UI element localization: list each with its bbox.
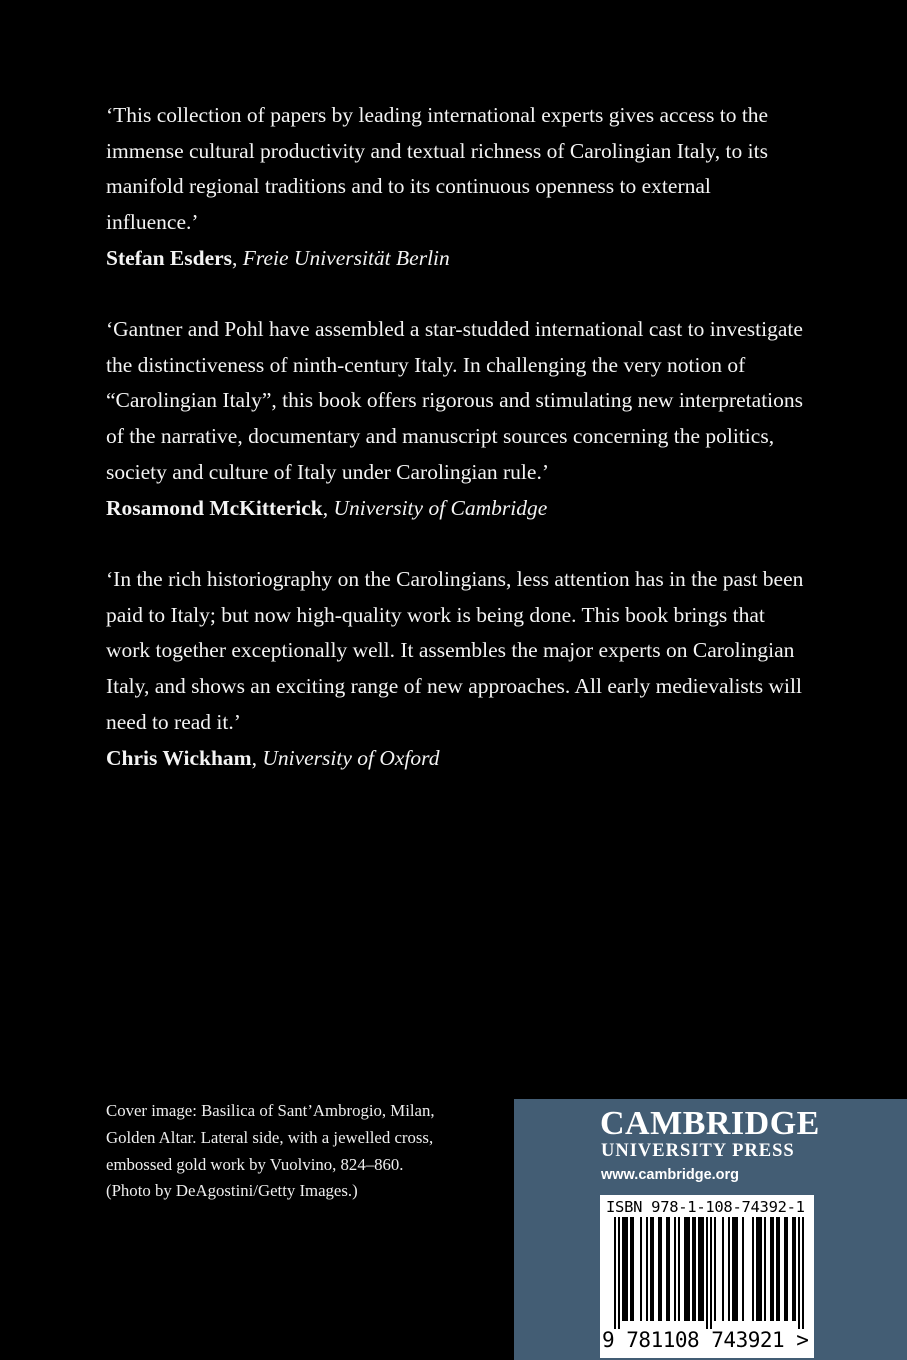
barcode-bar bbox=[758, 1217, 760, 1321]
barcode-bar bbox=[652, 1217, 654, 1321]
barcode-bar bbox=[640, 1217, 642, 1321]
barcode-bar bbox=[756, 1217, 758, 1321]
barcode-bar bbox=[798, 1217, 800, 1329]
publisher-subtitle: UNIVERSITY PRESS bbox=[601, 1141, 795, 1161]
barcode-bar bbox=[630, 1217, 632, 1321]
barcode-bar bbox=[802, 1217, 804, 1329]
barcode-bar bbox=[752, 1217, 754, 1321]
barcode-bar bbox=[778, 1217, 780, 1321]
barcode-bar bbox=[706, 1217, 708, 1329]
barcode-bar bbox=[688, 1217, 690, 1321]
barcode-bar bbox=[772, 1217, 774, 1321]
attribution-separator: , bbox=[232, 245, 243, 270]
barcode-bar bbox=[786, 1217, 788, 1321]
barcode-bar bbox=[732, 1217, 734, 1321]
barcode-bar bbox=[700, 1217, 702, 1321]
barcode-bar bbox=[622, 1217, 624, 1321]
attribution-separator: , bbox=[251, 745, 263, 770]
cover-image-credit bbox=[106, 1098, 486, 1205]
credit-line: (Photo by DeAgostini/Getty Images.) bbox=[106, 1181, 358, 1201]
reviewer-affiliation: University of Oxford bbox=[262, 745, 440, 770]
attribution-separator: , bbox=[322, 495, 334, 520]
barcode-bar bbox=[764, 1217, 766, 1321]
barcode-bar bbox=[650, 1217, 652, 1321]
barcode-bar bbox=[660, 1217, 662, 1321]
barcode-bar bbox=[626, 1217, 628, 1321]
isbn-label: ISBN 978-1-108-74392-1 bbox=[606, 1198, 805, 1216]
barcode-bar bbox=[728, 1217, 730, 1321]
quote-text: ‘Gantner and Pohl have assembled a star-studded international cast to investigate the distinctiveness of ninth-century Italy. In challenging the very notion of “Carolingian Italy”, this book offers rigorous and stimulating new interpretations of the narrative, documentary and manuscript sources concerning the politics, society and culture of Italy under Carolingian rule.’ bbox=[106, 317, 804, 484]
quote-attribution bbox=[106, 491, 806, 527]
quote-attribution bbox=[106, 241, 806, 277]
quote-text: ‘In the rich historiography on the Carolingians, less attention has in the past been paid to Italy; but now high-quality work is being done. This book brings that work together exceptionally well. It assembles the major experts on Carolingian Italy, and shows an exciting range of new approaches. All early medievalists will need to read it.’ bbox=[106, 567, 804, 734]
publisher-url[interactable]: www.cambridge.org bbox=[601, 1167, 740, 1183]
barcode-bar bbox=[632, 1217, 634, 1321]
quote-text: ‘This collection of papers by leading international experts gives access to the immense cultural productivity and textual richness of Carolingian Italy, to its manifold regional traditions and to its continuous openness to external influence.’ bbox=[106, 103, 769, 235]
barcode-bar bbox=[770, 1217, 772, 1321]
barcode-bar bbox=[710, 1217, 712, 1329]
barcode-icon bbox=[604, 1217, 810, 1329]
barcode-bar bbox=[674, 1217, 676, 1321]
barcode-bar bbox=[736, 1217, 738, 1321]
barcode-bar bbox=[760, 1217, 762, 1321]
barcode-bar bbox=[722, 1217, 724, 1321]
review-quote-2 bbox=[106, 312, 806, 526]
quote-attribution bbox=[106, 741, 806, 777]
barcode-bar bbox=[694, 1217, 696, 1321]
barcode-bar bbox=[742, 1217, 744, 1321]
review-quote-3 bbox=[106, 562, 806, 776]
reviewer-name: Stefan Esders bbox=[106, 245, 233, 270]
barcode-bar bbox=[776, 1217, 778, 1321]
barcode-bar bbox=[692, 1217, 694, 1321]
barcode-bar bbox=[666, 1217, 668, 1321]
barcode-bar bbox=[714, 1217, 716, 1321]
barcode-bar bbox=[686, 1217, 688, 1321]
reviewer-affiliation: University of Cambridge bbox=[333, 495, 548, 520]
barcode-bar bbox=[784, 1217, 786, 1321]
barcode-box bbox=[600, 1195, 814, 1358]
barcode-bar bbox=[618, 1217, 620, 1329]
barcode-bar bbox=[702, 1217, 704, 1321]
barcode-bar bbox=[658, 1217, 660, 1321]
barcode-bar bbox=[734, 1217, 736, 1321]
barcode-bar bbox=[646, 1217, 648, 1321]
review-quote-1 bbox=[106, 98, 806, 277]
reviewer-name: Rosamond McKitterick bbox=[106, 495, 323, 520]
credit-line: embossed gold work by Vuolvino, 824–860. bbox=[106, 1154, 404, 1174]
credit-line: Golden Altar. Lateral side, with a jewelled cross, bbox=[106, 1127, 434, 1147]
barcode-bar bbox=[678, 1217, 680, 1321]
barcode-bar bbox=[792, 1217, 794, 1321]
barcode-bar bbox=[624, 1217, 626, 1321]
barcode-bar bbox=[684, 1217, 686, 1321]
barcode-bar bbox=[698, 1217, 700, 1321]
barcode-bar bbox=[794, 1217, 796, 1321]
credit-line: Cover image: Basilica of Sant’Ambrogio, Milan, bbox=[106, 1101, 435, 1120]
publisher-name: CAMBRIDGE bbox=[600, 1105, 820, 1142]
barcode-digits: 9 781108 743921 > bbox=[602, 1328, 809, 1352]
reviewer-name: Chris Wickham bbox=[106, 745, 252, 770]
barcode-bar bbox=[614, 1217, 616, 1329]
barcode-bar bbox=[668, 1217, 670, 1321]
publisher-panel bbox=[514, 1099, 907, 1360]
reviewer-affiliation: Freie Universität Berlin bbox=[242, 245, 450, 270]
